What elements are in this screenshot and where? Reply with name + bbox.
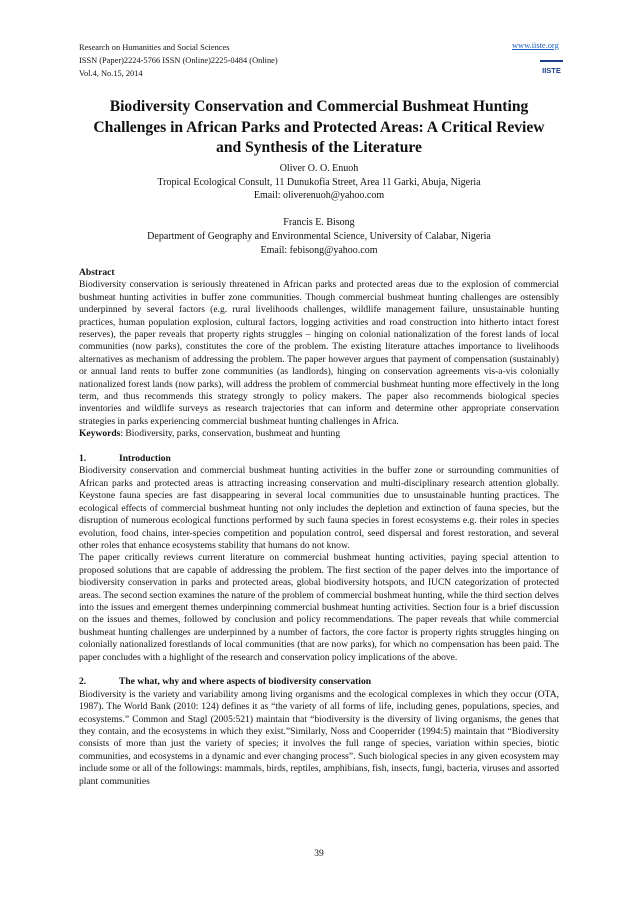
section-title: Introduction bbox=[119, 453, 171, 465]
keywords-label: Keywords bbox=[79, 428, 121, 440]
author-email: Email: febisong@yahoo.com bbox=[260, 244, 378, 256]
author-block bbox=[79, 162, 559, 257]
author-affiliation: Department of Geography and Environmental Science, University of Calabar, Nigeria bbox=[147, 230, 491, 242]
author-name: Francis E. Bisong bbox=[283, 217, 355, 229]
intro-paragraph-2: The paper critically reviews current literature on commercial bushmeat hunting activities, paying special attention to proposed solutions that are capable of addressing the problem. The first section of the paper delves into the importance of biodiversity conservation in parks and protected areas, global biodiversity hotspots, and IUCN categorization of protected areas. The second section examines the nature of the problem of commercial bushmeat hunting, while the third section delves into the issues and emergent themes underpinning commercial bushmeat hunting activities. Section four is a brief discussion on the issues and themes, followed by conclusion and policy recommendations. The paper reveals that while commercial bushmeat hunting challenges are underpinned by a number of factors, the core factor is property rights struggles hinging on colonially nationalized forestlands of local communities (that are now parks), for which no compensation has been paid. The paper concludes with a highlight of the research and conservation policy implications of the above. bbox=[79, 552, 559, 663]
author-affiliation: Tropical Ecological Consult, 11 Dunukofia Street, Area 11 Garki, Abuja, Nigeria bbox=[157, 176, 481, 188]
section-heading-biodiversity bbox=[79, 676, 559, 688]
author-email: Email: oliverenuoh@yahoo.com bbox=[253, 190, 385, 202]
paper-body bbox=[79, 267, 559, 788]
keywords-line bbox=[79, 428, 559, 440]
biodiversity-paragraph-1: Biodiversity is the variety and variability among living organisms and the ecological complexes in which they occur (OTA, 1987). The World Bank (2010: 124) defines it as “the variety of all forms of life, including genes, populations, species, and ecosystems.” Common and Stagl (2005:521) maintain that “biodiversity is the diversity of living organisms, the genes that they contain, and the ecosystems in which they exist.”Similarly, Noss and Cooperrider (1994:5) maintain that “Biodiversity consists of more than just the variety of species; it involves the full range of species, variation within species, biotic communities, and ecosystems in a dynamic and ever changing process”. Such biological species in any given ecosystem may include some or all of the followings: mammals, birds, reptiles, amphibians, fish, insects, fungi, bacteria, viruses and assorted plant communities bbox=[79, 688, 559, 787]
section-heading-introduction bbox=[79, 453, 559, 465]
intro-paragraph-1: Biodiversity conservation and commercial bushmeat hunting activities in the buffer zone or surrounding communities of African parks and protected areas is attracting increasing conservation and multi-disciplinary research attention globally. Keystone fauna species are fast disappearing in several local communities due to unsustainable hunting practices. The ecological effects of commercial bushmeat hunting not only includes the depletion and extinction of fauna species, but the disruption of numerous ecological functions performed by such fauna species in forest ecosystems e.g. their roles in species evolution, food chains, inter-species competition and population control, seed dispersal and forest restoration, and several other roles that enhance ecosystems stability that humans do not know. bbox=[79, 465, 559, 551]
section-title: The what, why and where aspects of biodiversity conservation bbox=[119, 676, 372, 688]
abstract-text: Biodiversity conservation is seriously threatened in African parks and protected areas due to the explosion of commercial bushmeat hunting activities in buffer zone communities. Though commercial bushmeat hunting challenges are ostensibly underpinned by several factors (e.g. rural livelihoods challenges, wildlife management failure, unsustainable hunting practices, human population explosion, cultural factors, logging activities and road construction into hitherto intact forest reserves), the paper reveals that property rights struggles – hinging on colonial nationalization of the forest lands of local communities (now parks), constitutes the core of the problem. The existing literature attaches importance to livelihoods alternatives as mechanism of addressing the problem. The paper however argues that payment of compensation (sustainably) or annual land rents to buffer zone communities (as landlords), hinging on conservation agreements vis-a-vis colonially nationalized forest lands (now parks), will address the problem of commercial bushmeat hunting more effectively in the long term, and thus recommends this strategy strongly to policy makers. The paper also recommends biological species inventories and wildlife surveys as research trajectories that can inform and determine other appropriate conservation strategies in parks experiencing commercial bushmeat hunting challenges in Africa. bbox=[79, 279, 559, 427]
journal-header bbox=[79, 41, 278, 80]
abstract-heading: Abstract bbox=[79, 267, 115, 278]
section-number: 1. bbox=[79, 453, 87, 465]
iiste-logo-icon bbox=[538, 58, 565, 78]
paper-title: Biodiversity Conservation and Commercial Bushmeat Hunting Challenges in African Parks and Protected Areas: A Critical Review and Synthesis of the Literature bbox=[93, 98, 545, 156]
keywords-text: : Biodiversity, parks, conservation, bushmeat and hunting bbox=[120, 428, 341, 440]
page-number: 39 bbox=[314, 849, 324, 859]
logo-text: IISTE bbox=[542, 66, 561, 75]
author-name: Oliver O. O. Enuoh bbox=[279, 163, 359, 174]
journal-url-link[interactable]: www.iiste.org bbox=[512, 41, 559, 50]
section-number: 2. bbox=[79, 676, 87, 688]
journal-issn: ISSN (Paper)2224-5766 ISSN (Online)2225-0484 (Online) bbox=[79, 56, 278, 65]
journal-name: Research on Humanities and Social Sciences bbox=[79, 43, 230, 52]
journal-volume: Vol.4, No.15, 2014 bbox=[79, 69, 143, 78]
